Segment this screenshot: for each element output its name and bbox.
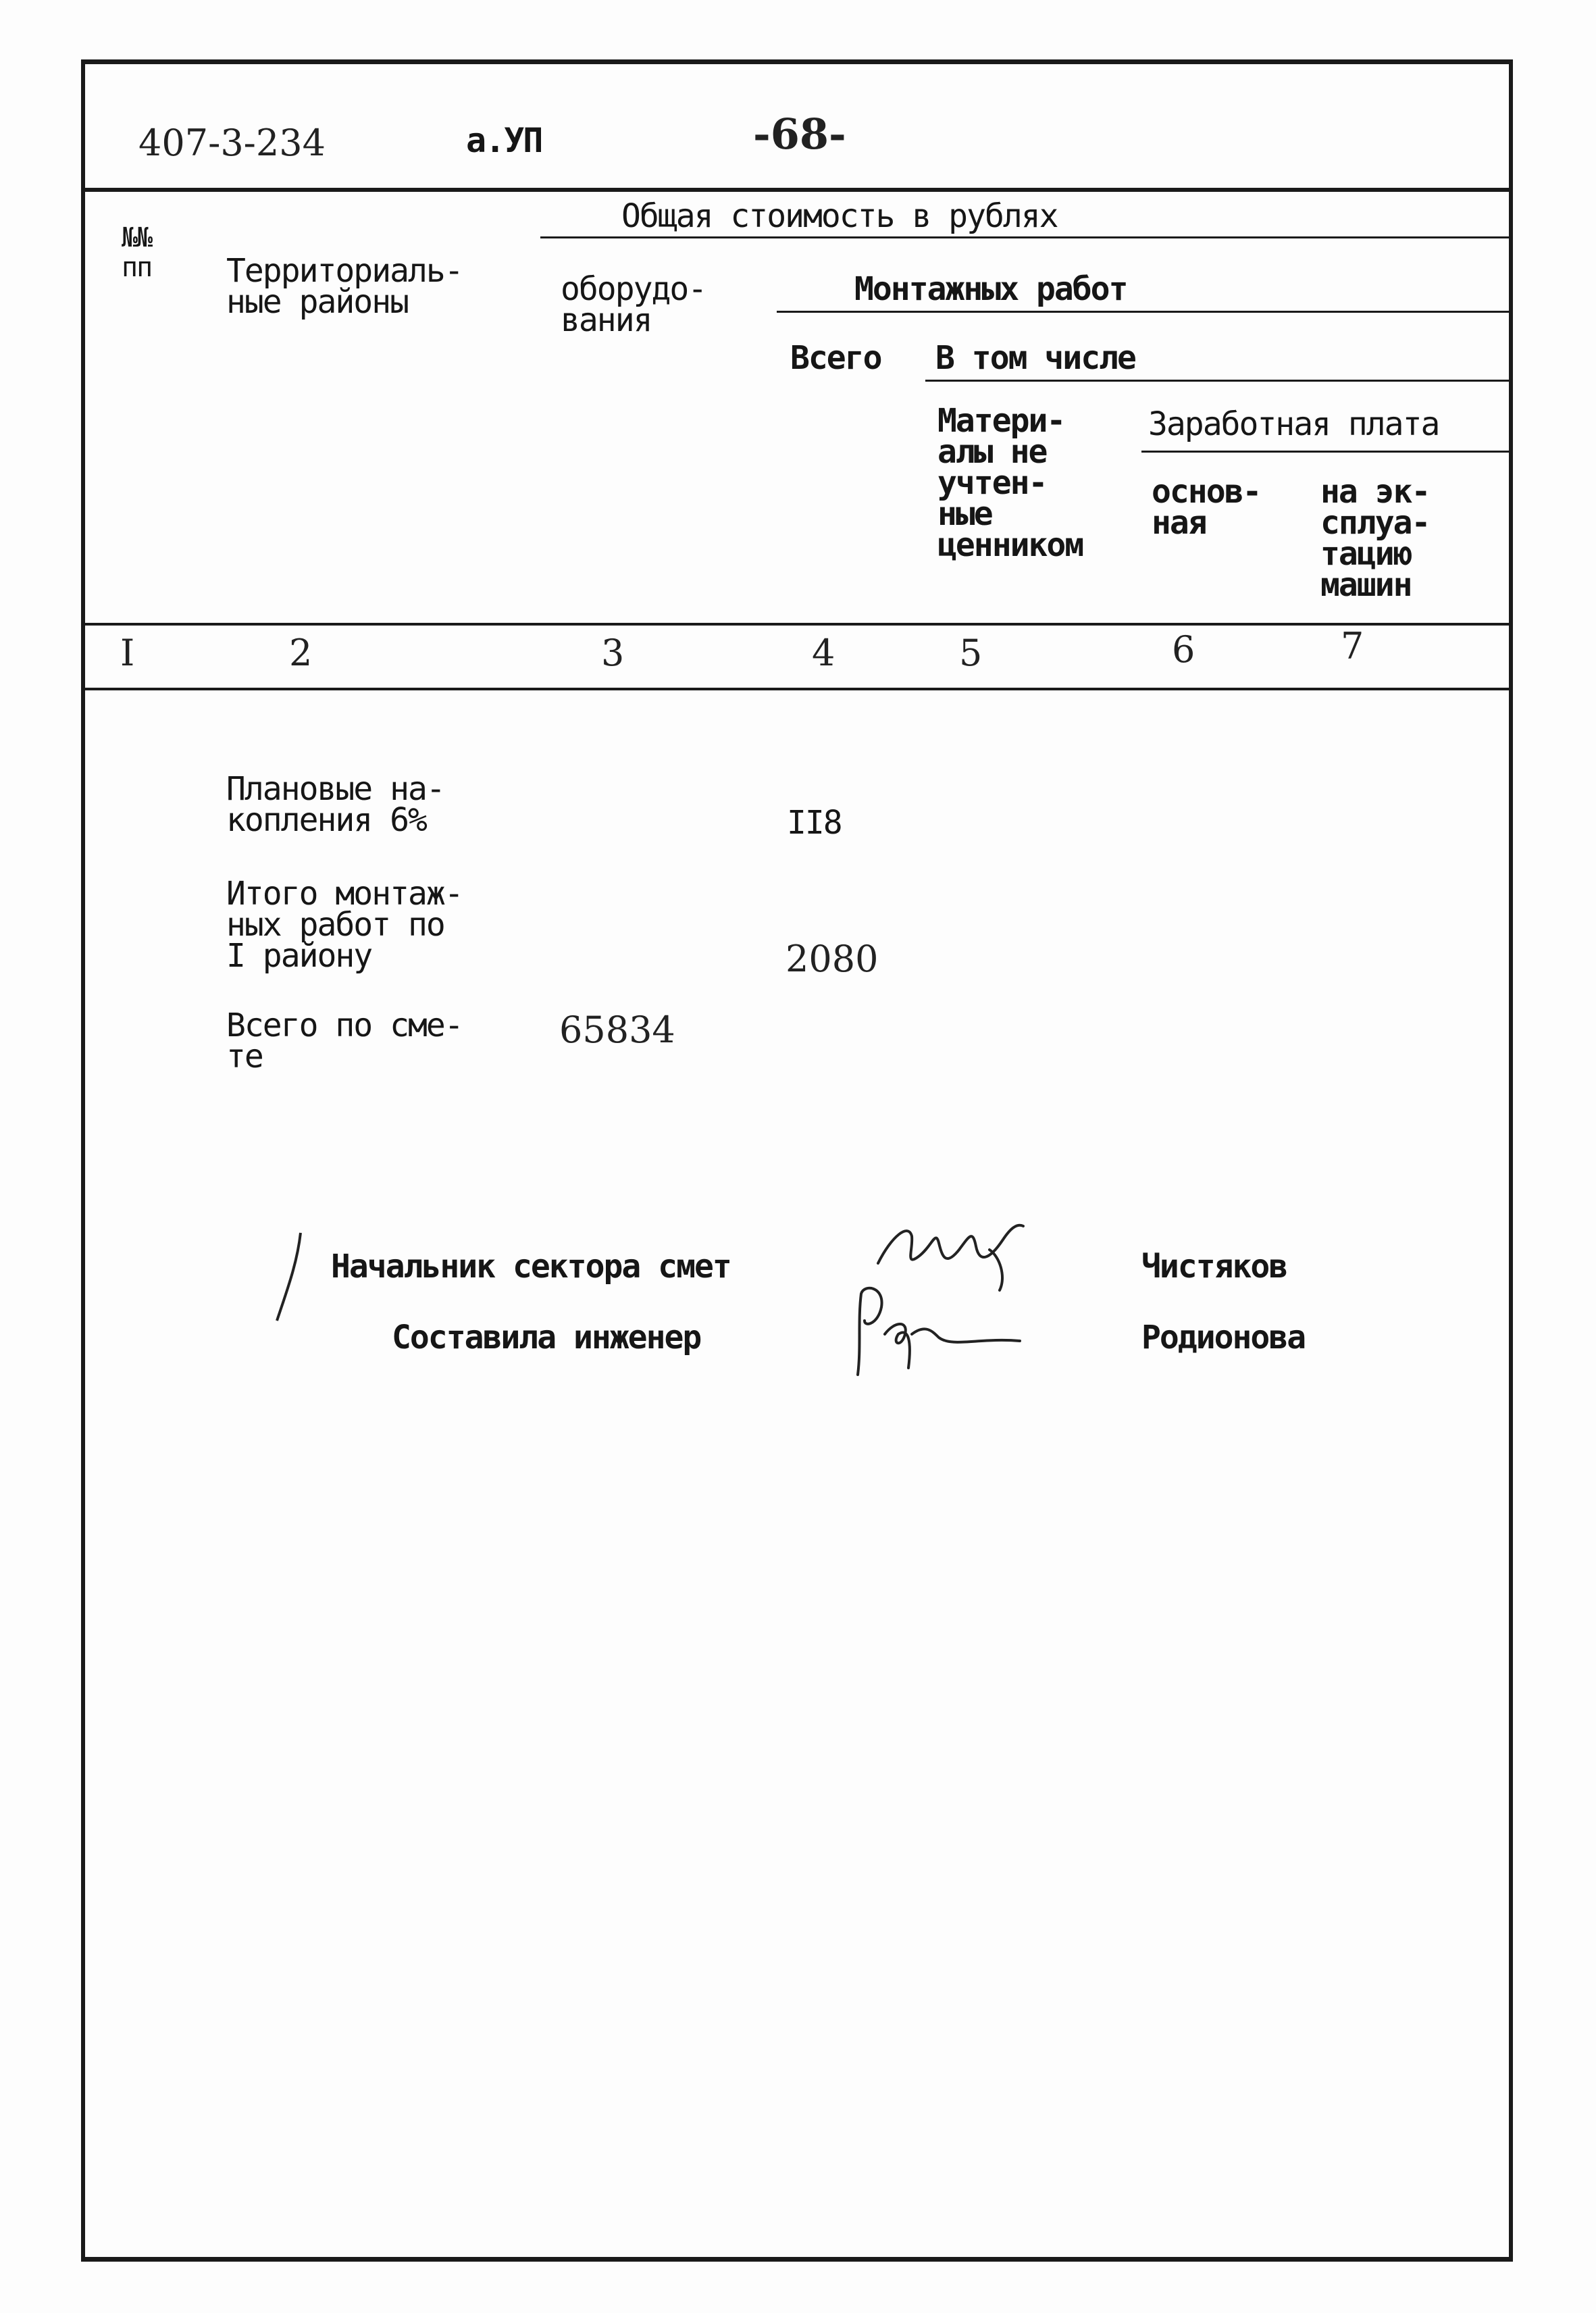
signature-role-1: Начальник сектора смет [331,1248,731,1286]
page-number: -68- [753,109,846,159]
rule-head-bottom [85,623,1509,626]
rule-salary [1141,451,1509,453]
col-basic-header: основ- ная [1152,473,1261,542]
signature-role-2: Составила инженер [392,1319,701,1356]
header-rule [85,188,1509,192]
col-number-1: I [120,632,135,674]
col-all-header: Всего [790,339,881,377]
row-1-total: II8 [787,804,842,842]
margin-mark [270,1229,311,1324]
row-3-label: Всего по сме- те [226,1007,463,1075]
row-2-label: Итого монтаж- ных работ по I району [226,875,463,975]
col-machines-header: на эк- сплуа- тацию машин [1320,473,1430,604]
doc-code: 407-3-234 [138,122,326,164]
row-3-equipment: 65834 [559,1009,675,1051]
col-no-header: №№ пп [122,222,152,283]
col-region-header: Территориаль- ные районы [226,252,463,321]
album-label: а.УП [466,121,542,160]
group-total-header: Общая стоимость в рублях [621,197,1058,235]
group-install-header: Монтажных работ [854,270,1127,308]
col-number-3: 3 [601,632,625,674]
col-number-5: 5 [959,632,983,674]
signature-name-1: Чистяков [1141,1248,1287,1286]
col-materials-header: Матери- алы не учтен- ные ценником [937,402,1083,564]
page-frame [81,59,1513,2262]
rule-numbers-bottom [85,688,1509,690]
col-number-7: 7 [1341,625,1364,667]
signature-name-2: Родионова [1141,1319,1306,1356]
col-number-6: 6 [1172,628,1195,671]
rule-total [540,236,1509,238]
col-number-2: 2 [289,632,313,674]
col-equipment-header: оборудо- вания [561,270,706,339]
row-1-label: Плановые на- копления 6% [226,770,444,839]
group-incl-header: В том числе [935,339,1135,377]
group-salary-header: Заработная плата [1148,405,1439,443]
rule-install [777,311,1509,313]
col-number-4: 4 [812,632,835,674]
rule-incl [925,380,1509,382]
row-2-total: 2080 [786,938,879,980]
handwritten-signature-2 [844,1280,1047,1388]
